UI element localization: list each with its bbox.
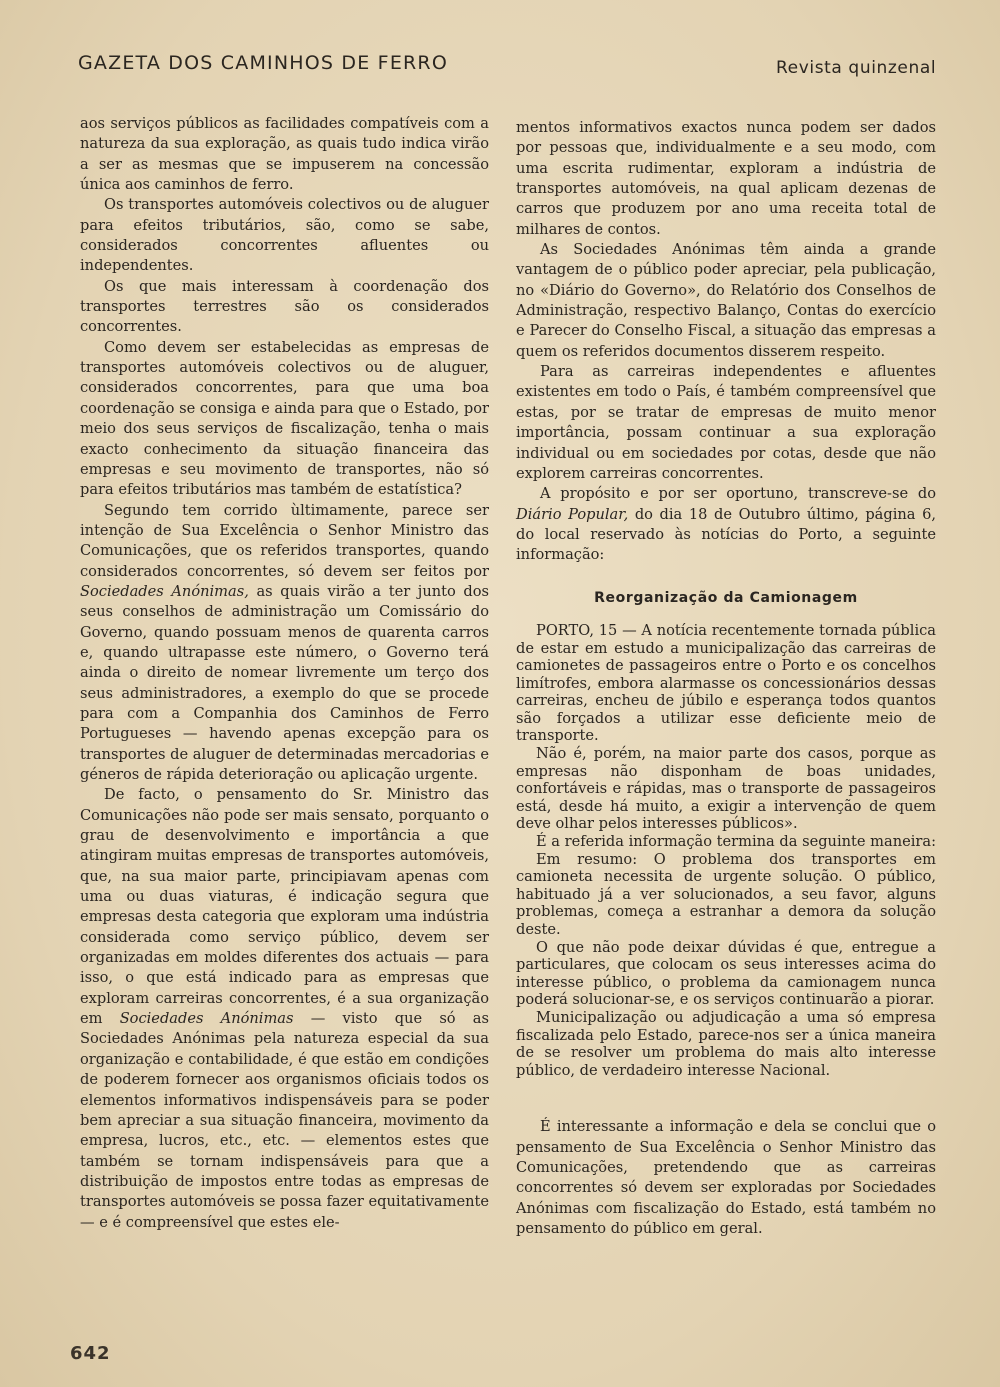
magazine-title: GAZETA DOS CAMINHOS DE FERRO xyxy=(78,52,448,74)
text-run: as quais virão a ter junto dos seus conselhos de administração um Comissário do Governo, quando possuam menos de quarenta carros e, quando ultrapasse este número, o Governo terá ainda o direito de nomear livremente um terço dos seus administradores, a exemplo do que se procede para com a Companhia dos Caminhos de Ferro Portugueses — havendo apenas excepção para os transportes de aluguer de determinadas mercadorias e géneros de rápida deterioração ou aplicação urgente. xyxy=(80,582,490,783)
text-run: A propósito e por ser oportuno, transcreve-se do xyxy=(540,485,936,503)
paragraph: Como devem ser estabelecidas as empresas de transportes automóveis colectivos ou de aluguer, considerados concorrentes, para que uma boa coordenação se consiga e ainda para que o Estado, por meio dos seus serviços de fiscalização, tenha o mais exacto conhecimento da situação financeira das empresas e seu movimento de transportes, não só para efeitos tributários mas também de estatística? xyxy=(80,338,489,499)
text-run: Segundo tem corrido ùltimamente, parece ser intenção de Sua Excelência o Senhor Ministro das Comunicações, que os referidos transportes, quando considerados concorrentes, só devem ser feitos por xyxy=(80,501,489,580)
paragraph xyxy=(80,501,489,786)
quote-paragraph: Municipalização ou adjudicação a uma só empresa fiscalizada pelo Estado, parece-nos ser a única maneira de se resolver um problema do mais alto interesse público, de verdadeiro interesse Nacional. xyxy=(516,1008,936,1079)
right-column xyxy=(516,118,936,1239)
emphasis-text: Sociedades Anónimas xyxy=(119,1010,294,1028)
paragraph: mentos informativos exactos nunca podem ser dados por pessoas que, individualmente e a seu modo, com uma escrita rudimentar, exploram a indústria de transportes automóveis, na qual aplicam dezenas de carros que produzem por ano uma receita total de milhares de contos. xyxy=(516,119,936,238)
paragraph xyxy=(80,785,489,1233)
quote-paragraph: É a referida informação termina da seguinte maneira: xyxy=(536,833,936,851)
quote-paragraph: O que não pode deixar dúvidas é que, entregue a particulares, que colocam os seus interesses acima do interesse público, o problema da camionagem nunca poderá solucionar-se, e os serviços continuarão a piorar. xyxy=(516,938,936,1009)
text-run: — visto que só as Sociedades Anónimas pela natureza especial da sua organização e contabilidade, é que estão em condições de poderem fornecer aos organismos oficiais todos os elementos informativos indispensáveis para se poder bem apreciar a sua situação financeira, movimento da empresa, lucros, etc., etc. — elementos estes que também se tornam indispensáveis para que a distribuição de impostos entre todas as empresas de transportes automóveis se possa fazer equitativamente — e é compreensível que estes ele- xyxy=(80,1010,489,1231)
article-title: Reorganização da Camionagem xyxy=(594,589,858,606)
spacer xyxy=(516,1079,936,1117)
left-column xyxy=(80,114,489,1233)
paragraph: Os transportes automóveis colectivos ou de aluguer para efeitos tributários, são, como se sabe, considerados concorrentes afluentes ou independentes. xyxy=(80,196,489,275)
paragraph: Para as carreiras independentes e afluentes existentes em todo o País, é também compreensível que estas, por se tratar de empresas de muito menor importância, possam continuar a sua exploração individual ou em sociedades por cotas, desde que não explorem carreiras concorrentes. xyxy=(516,363,936,482)
paragraph: aos serviços públicos as facilidades compatíveis com a natureza da sua exploração, as quais tudo indica virão a ser as mesmas que se impuserem na concessão única aos caminhos de ferro. xyxy=(80,115,489,194)
quoted-article xyxy=(516,622,936,1079)
paragraph: Os que mais interessam à coordenação dos transportes terrestres são os considerados concorrentes. xyxy=(80,277,489,336)
emphasis-text: Sociedades Anónimas, xyxy=(80,582,249,600)
emphasis-text: Diário Popular, xyxy=(516,505,629,523)
text-run: De facto, o pensamento do Sr. Ministro das Comunicações não pode ser mais sensato, porquanto o grau de desenvolvimento e importância a que atingiram muitas empresas de transportes automóveis, que, na sua maior parte, principiavam apenas com uma ou duas viaturas, é indicação segura que empresas desta categoria que exploram uma indústria considerada como serviço público, devem ser organizadas em moldes diferentes dos actuais — para isso, o que está indicado para as empresas que exploram carreiras concorrentes, é a sua organização em xyxy=(80,786,489,1028)
paragraph: As Sociedades Anónimas têm ainda a grande vantagem de o público poder apreciar, pela publicação, no «Diário do Governo», do Relatório dos Conselhos de Administração, respectivo Balanço, Contas do exercício e Parecer do Conselho Fiscal, a situação das empresas a quem os referidos documentos disserem respeito. xyxy=(516,241,936,360)
paragraph: É interessante a informação e dela se conclui que o pensamento de Sua Excelência o Senhor Ministro das Comunicações, pretendendo que as carreiras concorrentes só devem ser exploradas por Sociedades Anónimas com fiscalização do Estado, está também no pensamento do público em geral. xyxy=(516,1118,936,1238)
text-run: do dia 18 de Outubro último, página 6, do local reservado às notícias do Porto, a seguinte informação: xyxy=(516,505,936,564)
quote-paragraph: Em resumo: O problema dos transportes em camioneta necessita de urgente solução. O público, habituado já a ver solucionados, a seu favor, alguns problemas, começa a estranhar a demora da solução deste. xyxy=(516,850,936,938)
quote-paragraph: PORTO, 15 — A notícia recentemente tornada pública de estar em estudo a municipalização das carreiras de camionetes de passageiros entre o Porto e os concelhos limítrofes, embora alarmasse os concessionários dessas carreiras, encheu de júbilo e esperança todos quantos são forçados a utilizar esse deficiente meio de transporte. xyxy=(516,621,936,745)
quote-paragraph: Não é, porém, na maior parte dos casos, porque as empresas não disponham de boas unidades, confortáveis e rápidas, mas o transporte de passageiros está, desde há muito, a exigir a intervenção de quem deve olhar pelos interesses públicos». xyxy=(516,745,936,833)
page-number: 642 xyxy=(70,1343,111,1364)
magazine-subtitle: Revista quinzenal xyxy=(776,58,937,78)
paragraph xyxy=(516,484,936,565)
